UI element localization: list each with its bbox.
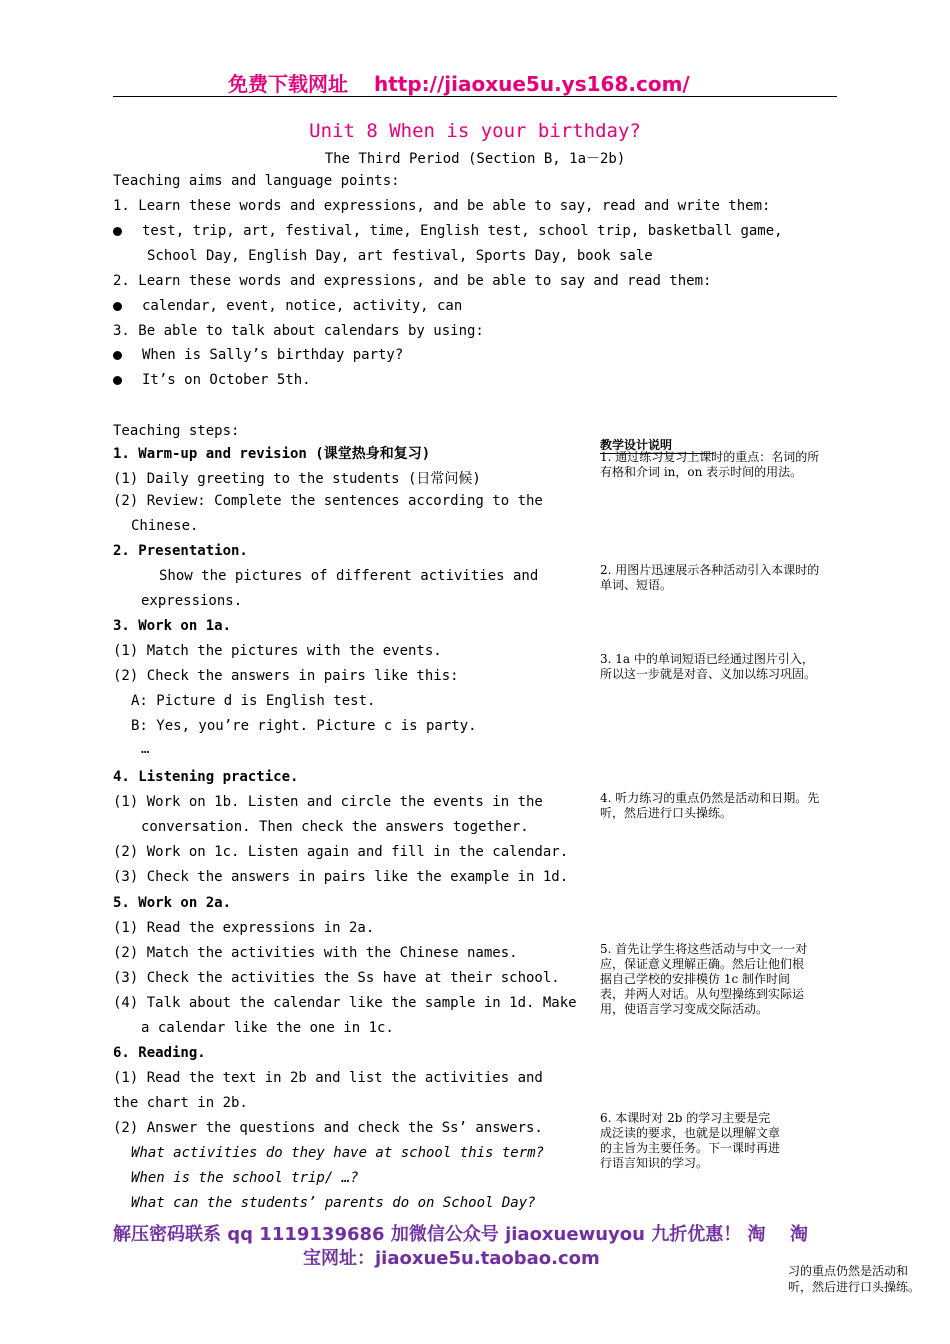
step-3-title: 3. Work on 1a. <box>113 618 232 634</box>
page-title: Unit 8 When is your birthday? <box>309 120 641 142</box>
bullet-icon <box>113 302 122 311</box>
step-2-a: Show the pictures of different activities and <box>159 568 539 584</box>
footer-contact-line-end: 淘 <box>790 1224 808 1245</box>
step-6-b: the chart in 2b. <box>113 1095 248 1111</box>
step-5-a: (1) Read the expressions in 2a. <box>113 920 375 936</box>
overflow-note-1: 习的重点仍然是活动和 <box>788 1264 909 1278</box>
step-6-question-3: What can the students’ parents do on School Day? <box>131 1195 536 1211</box>
aim-3-example-1: When is Sally’s birthday party? <box>113 347 403 363</box>
step-6-c: (2) Answer the questions and check the Ss’ answers. <box>113 1120 543 1136</box>
aim-1-words-line-2: School Day, English Day, art festival, Sports Day, book sale <box>147 248 653 264</box>
bullet-icon <box>113 351 122 360</box>
step-6-a: (1) Read the text in 2b and list the activities and <box>113 1070 543 1086</box>
aim-2: 2. Learn these words and expressions, and be able to say and read them: <box>113 273 712 289</box>
aims-heading: Teaching aims and language points: <box>113 173 400 189</box>
bullet-icon <box>113 227 122 236</box>
step-3-c: A: Picture d is English test. <box>131 693 376 709</box>
step-1-b: (2) Review: Complete the sentences according to the <box>113 493 543 509</box>
design-notes-title: 教学设计说明 <box>600 436 714 454</box>
step-1-a: (1) Daily greeting to the students (日常问候) <box>113 471 481 487</box>
aim-1: 1. Learn these words and expressions, and be able to say, read and write them: <box>113 198 771 214</box>
header-banner <box>228 68 690 97</box>
aim-2-words: calendar, event, notice, activity, can <box>113 298 462 314</box>
bullet-icon <box>113 376 122 385</box>
header-label: 免费下载网址 <box>228 72 348 96</box>
step-6-question-2: When is the school trip/ …? <box>131 1170 359 1186</box>
step-2-b: expressions. <box>141 593 243 609</box>
design-note-1: 1. 通过练习复习上课时的重点：名词的所有格和介词 in，on 表示时间的用法。 <box>600 450 820 479</box>
step-3-e: … <box>141 741 150 757</box>
page-subtitle: The Third Period (Section B, 1a－2b) <box>324 151 626 167</box>
design-note-2: 2. 用图片迅速展示各种活动引入本课时的单词、短语。 <box>600 563 820 592</box>
step-5-title: 5. Work on 2a. <box>113 895 232 911</box>
design-note-4: 4. 听力练习的重点仍然是活动和日期。先听，然后进行口头操练。 <box>600 791 820 820</box>
step-5-d: (4) Talk about the calendar like the sample in 1d. Make <box>113 995 577 1011</box>
steps-heading: Teaching steps: <box>113 423 240 439</box>
design-note-5: 5. 首先让学生将这些活动与中文一一对应，保证意义理解正确。然后让他们根据自己学校的安排模仿 1c 制作时间表，并两人对话。从句型操练到实际运用，使语言学习变成交际活动。 <box>600 942 808 1016</box>
overflow-note-2: 听，然后进行口头操练。 <box>788 1280 921 1294</box>
step-4-d: (3) Check the answers in pairs like the example in 1d. <box>113 869 569 885</box>
step-5-c: (3) Check the activities the Ss have at their school. <box>113 970 560 986</box>
aim-1-words-line-1: test, trip, art, festival, time, English test, school trip, basketball game, <box>113 223 783 239</box>
header-divider <box>113 96 837 97</box>
header-url-link[interactable]: http://jiaoxue5u.ys168.com/ <box>374 72 690 96</box>
aim-3-example-2: It’s on October 5th. <box>113 372 311 388</box>
step-4-a: (1) Work on 1b. Listen and circle the events in the <box>113 794 543 810</box>
step-5-e: a calendar like the one in 1c. <box>141 1020 394 1036</box>
step-5-b: (2) Match the activities with the Chinese names. <box>113 945 518 961</box>
step-1-b-cont: Chinese. <box>131 518 199 534</box>
footer-shop-url[interactable]: 宝网址：jiaoxue5u.taobao.com <box>303 1248 600 1269</box>
step-4-c: (2) Work on 1c. Listen again and fill in the calendar. <box>113 844 569 860</box>
step-2-title: 2. Presentation. <box>113 543 248 559</box>
step-3-b: (2) Check the answers in pairs like this: <box>113 668 459 684</box>
aim-3: 3. Be able to talk about calendars by using: <box>113 323 484 339</box>
footer-contact-line: 解压密码联系 qq 1119139686 加微信公众号 jiaoxuewuyou 九折优惠！ 淘 <box>113 1224 766 1245</box>
design-note-3: 3. 1a 中的单词短语已经通过图片引入，所以这一步就是对音、义加以练习巩固。 <box>600 652 817 681</box>
step-6-question-1: What activities do they have at school this term? <box>131 1145 545 1161</box>
design-note-6: 6. 本课时对 2b 的学习主要是完成泛读的要求，也就是以理解文章的主旨为主要任务。下一课时再进行语言知识的学习。 <box>600 1111 781 1170</box>
step-3-d: B: Yes, you’re right. Picture c is party. <box>131 718 477 734</box>
step-3-a: (1) Match the pictures with the events. <box>113 643 442 659</box>
step-4-b: conversation. Then check the answers together. <box>141 819 529 835</box>
step-4-title: 4. Listening practice. <box>113 769 299 785</box>
step-6-title: 6. Reading. <box>113 1045 206 1061</box>
step-1-title: 1. Warm-up and revision (课堂热身和复习) <box>113 446 431 462</box>
